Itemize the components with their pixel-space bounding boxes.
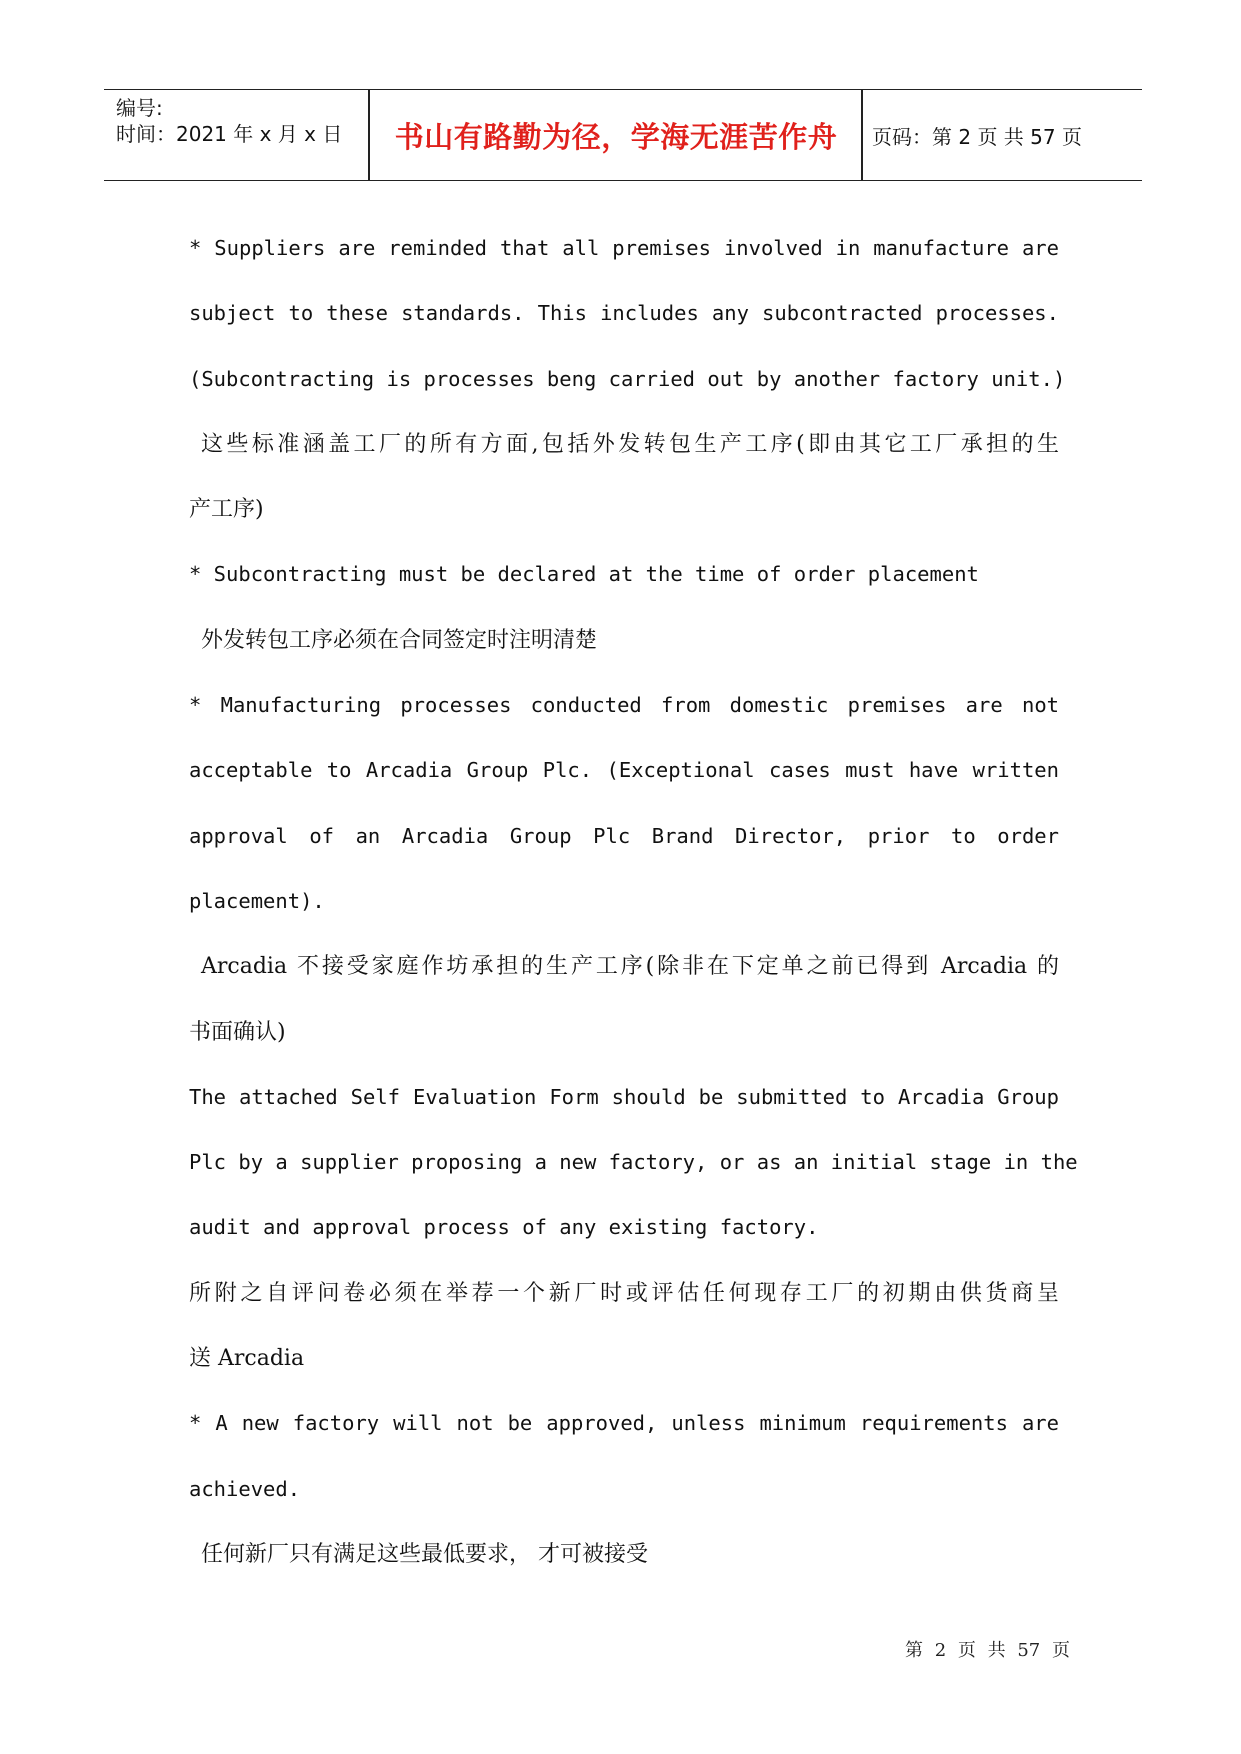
document-body — [189, 216, 1078, 1587]
body-line-chinese: 外发转包工序必须在合同签定时注明清楚 — [201, 627, 598, 653]
body-line: (Subcontracting is processes beng carried out by another factory unit.) — [189, 366, 1066, 391]
body-line: acceptable to Arcadia Group Plc. (Exceptional cases must have written — [189, 758, 1059, 783]
document-date-label: 时间：2021 年 x 月 x 日 — [116, 122, 343, 146]
body-line: * Subcontracting must be declared at the time of order placement — [189, 562, 979, 587]
document-number-label: 编号: — [116, 96, 163, 120]
body-line-chinese: 书面确认) — [189, 1019, 286, 1045]
header-divider — [861, 90, 863, 180]
header-page-number: 页码：第 2 页 共 57 页 — [872, 124, 1082, 149]
page-header — [104, 89, 1142, 181]
body-line-chinese: Arcadia 不接受家庭作坊承担的生产工序(除非在下定单之前已得到 Arcadia 的 — [201, 954, 1060, 980]
body-line: * Suppliers are reminded that all premises involved in manufacture are — [189, 236, 1059, 260]
body-line-chinese: 任何新厂只有满足这些最低要求， 才可被接受 — [201, 1541, 648, 1567]
body-line: * Manufacturing processes conducted from domestic premises are not — [189, 693, 1059, 718]
body-line: subject to these standards. This includes any subcontracted processes. — [189, 301, 1059, 326]
header-motto: 书山有路勤为径，学海无涯苦作舟 — [394, 119, 838, 154]
body-line-chinese: 这些标准涵盖工厂的所有方面,包括外发转包生产工序(即由其它工厂承担的生 — [201, 431, 1059, 457]
page-footer: 第 2 页 共 57 页 — [905, 1640, 1070, 1661]
header-meta — [116, 90, 368, 180]
body-line-chinese: 产工序) — [189, 497, 264, 523]
body-line: Plc by a supplier proposing a new factory, or as an initial stage in the — [189, 1150, 1078, 1175]
body-line: achieved. — [189, 1476, 301, 1501]
body-line-chinese: 送 Arcadia — [189, 1346, 305, 1372]
body-line: The attached Self Evaluation Form should be submitted to Arcadia Group — [189, 1084, 1059, 1109]
body-line: * A new factory will not be approved, unless minimum requirements are — [189, 1411, 1059, 1436]
body-line: audit and approval process of any existing factory. — [189, 1215, 819, 1240]
body-line: placement). — [189, 888, 325, 913]
body-line: approval of an Arcadia Group Plc Brand Director, prior to order — [189, 823, 1059, 848]
body-line-chinese: 所附之自评问卷必须在举荐一个新厂时或评估任何现存工厂的初期由供货商呈 — [189, 1280, 1059, 1306]
